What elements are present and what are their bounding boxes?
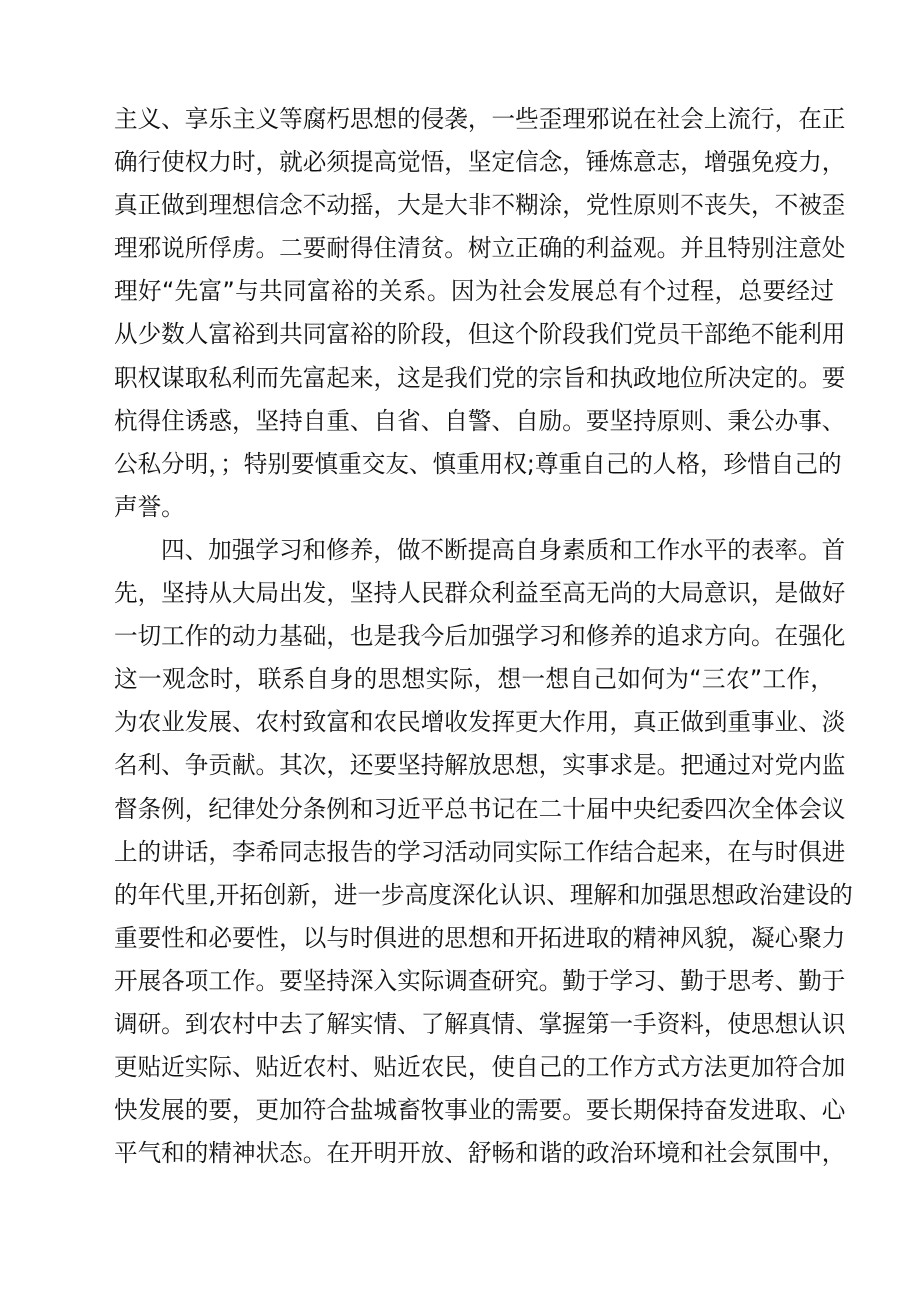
paragraph-line: 调研。到农村中去了解实情、了解真情、掌握第一手资料，使思想认识 [114, 1009, 846, 1038]
paragraph-2 [114, 529, 853, 1175]
paragraph-line: 更贴近实际、贴近农村、贴近农民，使自己的工作方式方法更加符合加 [114, 1053, 846, 1082]
paragraph-line: 主义、享乐主义等腐朽思想的侵袭，一些歪理邪说在社会上流行，在正 [114, 105, 846, 133]
paragraph-line: 先，坚持从大局出发，坚持人民群众利益至高无尚的大局意识，是做好 [114, 579, 846, 608]
paragraph-line: 职权谋取私利而先富起来，这是我们党的宗旨和执政地位所决定的。要 [114, 363, 846, 392]
paragraph-line: 平气和的精神状态。在开明开放、舒畅和谐的政治环境和社会氛围中， [114, 1139, 846, 1168]
paragraph-line: 确行使权力时，就必须提高觉悟，坚定信念，锤炼意志，增强免疫力， [114, 148, 846, 177]
paragraph-line: 公私分明，；特别要慎重交友、慎重用权;尊重自己的人格，珍惜自己的 [114, 449, 842, 478]
paragraph-line: 理好“先富”与共同富裕的关系。因为社会发展总有个过程，总要经过 [114, 277, 834, 306]
paragraph-line: 开展各项工作。要坚持深入实际调查研究。勤于学习、勤于思考、勤于 [114, 966, 846, 995]
paragraph-line: 快发展的要，更加符合盐城畜牧事业的需要。要长期保持奋发进取、心 [114, 1096, 846, 1125]
paragraph-line: 杭得住诱惑，坚持自重、自省、自警、自励。要坚持原则、秉公办事、 [114, 406, 846, 435]
paragraph-line: 督条例，纪律处分条例和习近平总书记在二十届中央纪委四次全体会议 [114, 794, 846, 823]
paragraph-line: 的年代里,开拓创新，进一步高度深化认识、理解和加强思想政治建设的 [114, 880, 853, 909]
document-body [114, 98, 853, 1175]
paragraph-line: 真正做到理想信念不动摇，大是大非不糊涂，党性原则不丧失，不被歪 [114, 191, 846, 220]
paragraph-line: 上的讲话，李希同志报告的学习活动同实际工作结合起来，在与时俱进 [114, 837, 846, 866]
paragraph-line: 名利、争贡献。其次，还要坚持解放思想，实事求是。把通过对党内监 [114, 751, 846, 780]
paragraph-line: 为农业发展、农村致富和农民增收发挥更大作用，真正做到重事业、淡 [114, 708, 846, 737]
paragraph-line: 四、加强学习和修养，做不断提高自身素质和工作水平的表率。首 [161, 535, 846, 564]
paragraph-line: 一切工作的动力基础，也是我今后加强学习和修养的追求方向。在强化 [114, 622, 846, 651]
paragraph-1 [114, 98, 846, 529]
paragraph-line: 声誉。 [114, 492, 185, 521]
paragraph-line: 重要性和必要性，以与时俱进的思想和开拓进取的精神风貌，凝心聚力 [114, 923, 846, 952]
paragraph-line: 理邪说所俘虏。二要耐得住清贫。树立正确的利益观。并且特别注意处 [114, 234, 846, 263]
paragraph-line: 从少数人富裕到共同富裕的阶段，但这个阶段我们党员干部绝不能利用 [114, 320, 846, 349]
paragraph-line: 这一观念时，联系自身的思想实际，想一想自己如何为“三农”工作， [114, 665, 834, 694]
